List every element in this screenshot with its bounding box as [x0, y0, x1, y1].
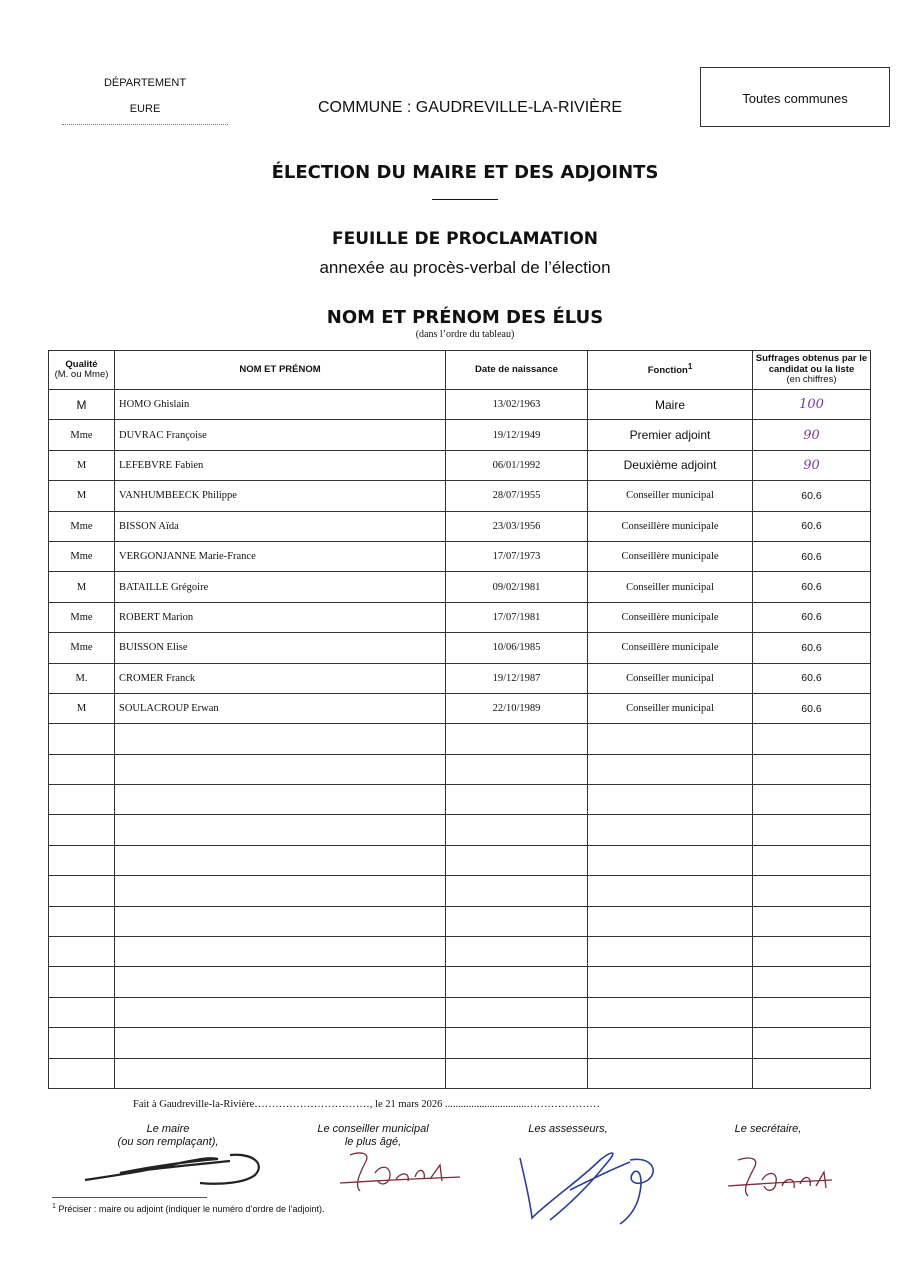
table-body — [49, 390, 871, 1089]
cell-empty — [49, 876, 115, 906]
cell-qualite: Mme — [49, 602, 115, 632]
table-row — [49, 693, 871, 723]
cell-date: 23/03/1956 — [446, 511, 588, 541]
cell-suffrages: 100 — [753, 390, 871, 420]
cell-empty — [49, 785, 115, 815]
cell-date: 09/02/1981 — [446, 572, 588, 602]
cell-date: 28/07/1955 — [446, 481, 588, 511]
signature-label-secretaire: Le secrétaire, — [734, 1123, 802, 1135]
cell-empty — [588, 997, 753, 1027]
cell-empty — [446, 724, 588, 754]
cell-suffrages: 60.6 — [753, 602, 871, 632]
cell-empty — [753, 937, 871, 967]
cell-empty — [115, 997, 446, 1027]
departement-dotted-line — [62, 124, 228, 125]
cell-empty — [49, 967, 115, 997]
cell-nom: VANHUMBEECK Philippe — [115, 481, 446, 511]
cell-qualite: Mme — [49, 541, 115, 571]
table-row — [49, 541, 871, 571]
cell-empty — [753, 1058, 871, 1088]
cell-suffrages: 90 — [753, 420, 871, 450]
cell-empty — [588, 785, 753, 815]
title-divider — [432, 199, 498, 200]
cell-nom: CROMER Franck — [115, 663, 446, 693]
cell-empty — [446, 1028, 588, 1058]
cell-empty — [588, 1028, 753, 1058]
cell-empty — [446, 876, 588, 906]
cell-qualite: M — [49, 481, 115, 511]
cell-date: 17/07/1981 — [446, 602, 588, 632]
table-row — [49, 390, 871, 420]
cell-fonction: Conseillère municipale — [588, 541, 753, 571]
cell-fonction: Conseiller municipal — [588, 572, 753, 602]
cell-empty — [49, 845, 115, 875]
annex-line: annexée au procès-verbal de l’élection — [319, 258, 611, 277]
sig-maire-sub: (ou son remplaçant), — [117, 1136, 219, 1149]
cell-empty — [753, 754, 871, 784]
cell-empty — [446, 785, 588, 815]
table-row-empty — [49, 754, 871, 784]
header-fonction — [588, 351, 753, 390]
cell-qualite: M — [49, 390, 115, 420]
table-row — [49, 450, 871, 480]
cell-empty — [588, 1058, 753, 1088]
cell-date: 19/12/1949 — [446, 420, 588, 450]
cell-empty — [115, 967, 446, 997]
cell-nom: LEFEBVRE Fabien — [115, 450, 446, 480]
cell-empty — [446, 967, 588, 997]
cell-empty — [115, 785, 446, 815]
table-row-empty — [49, 1058, 871, 1088]
cell-empty — [753, 906, 871, 936]
cell-empty — [115, 906, 446, 936]
table-row-empty — [49, 937, 871, 967]
cell-qualite: Mme — [49, 420, 115, 450]
cell-empty — [753, 876, 871, 906]
cell-suffrages: 60.6 — [753, 633, 871, 663]
cell-date: 06/01/1992 — [446, 450, 588, 480]
cell-empty — [588, 906, 753, 936]
table-row-empty — [49, 845, 871, 875]
header-date: Date de naissance — [446, 351, 588, 390]
cell-empty — [115, 1058, 446, 1088]
footnote-divider — [52, 1197, 207, 1198]
header-qualite — [49, 351, 115, 390]
departement-label: DÉPARTEMENT — [103, 77, 187, 89]
cell-empty — [446, 937, 588, 967]
cell-suffrages: 60.6 — [753, 511, 871, 541]
table-row-empty — [49, 724, 871, 754]
signature-secretaire — [720, 1150, 840, 1210]
cell-empty — [588, 815, 753, 845]
cell-empty — [753, 815, 871, 845]
table-row — [49, 481, 871, 511]
departement-value: EURE — [129, 103, 161, 115]
cell-empty — [588, 876, 753, 906]
header-suffrages-label: Suffrages obtenus par le candidat ou la liste — [755, 353, 868, 375]
footnote-mark: 1 — [52, 1203, 56, 1210]
cell-empty — [588, 724, 753, 754]
cell-nom: SOULACROUP Erwan — [115, 693, 446, 723]
cell-empty — [588, 937, 753, 967]
cell-suffrages: 60.6 — [753, 693, 871, 723]
cell-qualite: Mme — [49, 633, 115, 663]
section-title: NOM ET PRÉNOM DES ÉLUS — [326, 307, 604, 328]
table-row-empty — [49, 785, 871, 815]
cell-date: 22/10/1989 — [446, 693, 588, 723]
cell-empty — [753, 845, 871, 875]
cell-qualite: M — [49, 572, 115, 602]
cell-empty — [115, 754, 446, 784]
table-row — [49, 633, 871, 663]
sig-maire-title: Le maire — [146, 1123, 190, 1135]
table-row-empty — [49, 876, 871, 906]
table-row — [49, 420, 871, 450]
cell-fonction: Conseillère municipale — [588, 602, 753, 632]
cell-empty — [446, 906, 588, 936]
cell-fonction: Conseiller municipal — [588, 693, 753, 723]
cell-empty — [115, 724, 446, 754]
cell-qualite: Mme — [49, 511, 115, 541]
cell-empty — [753, 997, 871, 1027]
sig-conseiller-sub: le plus âgé, — [344, 1136, 402, 1149]
cell-date: 13/02/1963 — [446, 390, 588, 420]
fait-a-line: Fait à Gaudreville-la-Rivière……………………………, le 21 mars 2026 ...............................………………… — [133, 1099, 600, 1110]
cell-nom: HOMO Ghislain — [115, 390, 446, 420]
cell-empty — [49, 815, 115, 845]
cell-nom: BISSON Aïda — [115, 511, 446, 541]
cell-fonction: Maire — [588, 390, 753, 420]
footnote — [52, 1203, 325, 1214]
cell-suffrages: 90 — [753, 450, 871, 480]
cell-empty — [753, 1028, 871, 1058]
communes-box-text: Toutes communes — [742, 91, 848, 106]
header-qualite-label: Qualité — [65, 358, 98, 370]
cell-nom: DUVRAC Françoise — [115, 420, 446, 450]
page-subtitle: FEUILLE DE PROCLAMATION — [331, 229, 598, 249]
commune-name: COMMUNE : GAUDREVILLE-LA-RIVIÈRE — [318, 99, 623, 116]
cell-empty — [115, 1028, 446, 1058]
cell-empty — [753, 785, 871, 815]
cell-empty — [49, 724, 115, 754]
table-row — [49, 572, 871, 602]
table-header-row — [49, 351, 871, 390]
cell-date: 19/12/1987 — [446, 663, 588, 693]
cell-empty — [753, 724, 871, 754]
cell-suffrages: 60.6 — [753, 541, 871, 571]
header-suffrages — [753, 351, 871, 390]
header-fonction-footnote-mark: 1 — [687, 362, 693, 372]
table-row-empty — [49, 967, 871, 997]
elus-table — [48, 350, 871, 1089]
header-qualite-sub: (M. ou Mme) — [54, 369, 109, 380]
cell-suffrages: 60.6 — [753, 481, 871, 511]
cell-fonction: Conseiller municipal — [588, 663, 753, 693]
cell-date: 10/06/1985 — [446, 633, 588, 663]
cell-empty — [49, 1028, 115, 1058]
sig-conseiller-title: Le conseiller municipal — [317, 1123, 429, 1135]
cell-empty — [588, 754, 753, 784]
table-row — [49, 663, 871, 693]
table-row-empty — [49, 906, 871, 936]
cell-fonction: Deuxième adjoint — [588, 450, 753, 480]
cell-empty — [115, 937, 446, 967]
cell-empty — [115, 845, 446, 875]
cell-empty — [49, 754, 115, 784]
cell-empty — [588, 967, 753, 997]
table-row — [49, 511, 871, 541]
cell-date: 17/07/1973 — [446, 541, 588, 571]
cell-empty — [446, 845, 588, 875]
table-row-empty — [49, 1028, 871, 1058]
table-row — [49, 602, 871, 632]
cell-empty — [49, 997, 115, 1027]
cell-suffrages: 60.6 — [753, 572, 871, 602]
cell-nom: ROBERT Marion — [115, 602, 446, 632]
cell-fonction: Conseiller municipal — [588, 481, 753, 511]
cell-empty — [49, 937, 115, 967]
header-fonction-label: Fonction — [647, 365, 688, 377]
section-note: (dans l’ordre du tableau) — [415, 329, 515, 340]
cell-fonction: Premier adjoint — [588, 420, 753, 450]
cell-empty — [588, 845, 753, 875]
cell-fonction: Conseillère municipale — [588, 633, 753, 663]
cell-empty — [753, 967, 871, 997]
cell-fonction: Conseillère municipale — [588, 511, 753, 541]
cell-empty — [115, 876, 446, 906]
table-row-empty — [49, 815, 871, 845]
footnote-text: Préciser : maire ou adjoint (indiquer le numéro d’ordre de l’adjoint). — [58, 1204, 325, 1214]
cell-qualite: M — [49, 693, 115, 723]
signature-maire — [80, 1145, 270, 1193]
signature-label-assesseurs: Les assesseurs, — [528, 1123, 608, 1135]
header-nom: NOM ET PRÉNOM — [115, 351, 446, 390]
cell-empty — [446, 815, 588, 845]
cell-empty — [446, 754, 588, 784]
cell-nom: BATAILLE Grégoire — [115, 572, 446, 602]
cell-empty — [115, 815, 446, 845]
cell-empty — [446, 1058, 588, 1088]
cell-empty — [49, 906, 115, 936]
signature-conseiller — [330, 1143, 480, 1203]
signature-assesseurs — [510, 1140, 690, 1230]
cell-nom: BUISSON Elise — [115, 633, 446, 663]
cell-empty — [446, 997, 588, 1027]
page-title: ÉLECTION DU MAIRE ET DES ADJOINTS — [271, 162, 659, 183]
cell-suffrages: 60.6 — [753, 663, 871, 693]
cell-nom: VERGONJANNE Marie-France — [115, 541, 446, 571]
cell-qualite: M — [49, 450, 115, 480]
cell-empty — [49, 1058, 115, 1088]
header-suffrages-sub: (en chiffres) — [786, 374, 837, 386]
cell-qualite: M. — [49, 663, 115, 693]
communes-box — [700, 67, 890, 127]
table-row-empty — [49, 997, 871, 1027]
